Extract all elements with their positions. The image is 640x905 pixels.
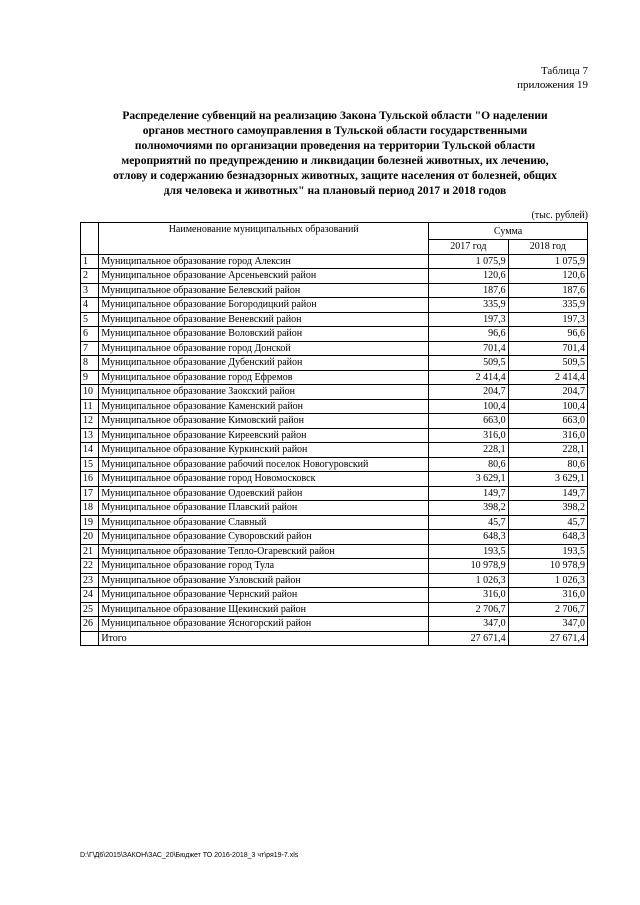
amount-2018: 398,2 [508, 501, 587, 516]
amount-2017: 509,5 [429, 356, 508, 371]
year-2018-header: 2018 год [508, 240, 587, 255]
table-row [81, 486, 588, 501]
amount-2017: 398,2 [429, 501, 508, 516]
municipality-name: Муниципальное образование Суворовский район [99, 530, 429, 545]
amount-2018: 3 629,1 [508, 472, 587, 487]
table-row [81, 544, 588, 559]
amount-2017: 149,7 [429, 486, 508, 501]
municipality-name: Муниципальное образование Славный [99, 515, 429, 530]
municipality-name: Муниципальное образование Заокский район [99, 385, 429, 400]
municipality-name: Муниципальное образование Куркинский район [99, 443, 429, 458]
row-number: 25 [81, 602, 99, 617]
row-number: 13 [81, 428, 99, 443]
row-number: 14 [81, 443, 99, 458]
amount-2018: 45,7 [508, 515, 587, 530]
municipality-name: Муниципальное образование город Донской [99, 341, 429, 356]
amount-2018: 187,6 [508, 283, 587, 298]
amount-2018: 1 075,9 [508, 254, 587, 269]
municipality-name: Муниципальное образование Дубенский район [99, 356, 429, 371]
table-row [81, 385, 588, 400]
number-column-header [81, 223, 99, 255]
amount-2017: 197,3 [429, 312, 508, 327]
amount-2018: 1 026,3 [508, 573, 587, 588]
amount-2018: 648,3 [508, 530, 587, 545]
row-number: 17 [81, 486, 99, 501]
table-row [81, 298, 588, 313]
table-row [81, 602, 588, 617]
amount-2018: 149,7 [508, 486, 587, 501]
row-number: 1 [81, 254, 99, 269]
title-line: мероприятий по предупреждению и ликвидации болезней животных, их лечению, [121, 155, 549, 167]
table-row [81, 501, 588, 516]
row-number: 11 [81, 399, 99, 414]
amount-2017: 10 978,9 [429, 559, 508, 574]
municipality-name: Муниципальное образование город Новомосковск [99, 472, 429, 487]
amount-2018: 316,0 [508, 588, 587, 603]
amount-2017: 2 706,7 [429, 602, 508, 617]
row-number: 12 [81, 414, 99, 429]
appendix-label: приложения 19 [517, 79, 588, 91]
amount-2017: 335,9 [429, 298, 508, 313]
municipality-name: Муниципальное образование город Ефремов [99, 370, 429, 385]
row-number: 6 [81, 327, 99, 342]
row-number: 19 [81, 515, 99, 530]
table-label: Таблица 7 [540, 65, 588, 77]
row-number: 26 [81, 617, 99, 632]
table-row [81, 457, 588, 472]
row-number: 4 [81, 298, 99, 313]
table-row [81, 530, 588, 545]
amount-2017: 2 414,4 [429, 370, 508, 385]
table-reference [517, 64, 588, 92]
amount-2018: 228,1 [508, 443, 587, 458]
amount-2018: 204,7 [508, 385, 587, 400]
amount-2018: 197,3 [508, 312, 587, 327]
table-row [81, 341, 588, 356]
total-2017: 27 671,4 [429, 631, 508, 646]
municipality-name: Муниципальное образование Одоевский район [99, 486, 429, 501]
row-number: 20 [81, 530, 99, 545]
amount-2018: 2 414,4 [508, 370, 587, 385]
row-number: 8 [81, 356, 99, 371]
table-row [81, 515, 588, 530]
table-row [81, 559, 588, 574]
municipality-name: Муниципальное образование Веневский район [99, 312, 429, 327]
amount-2017: 1 075,9 [429, 254, 508, 269]
table-row [81, 370, 588, 385]
amount-2018: 335,9 [508, 298, 587, 313]
title-line: Распределение субвенций на реализацию Закона Тульской области "О наделении [122, 110, 548, 122]
amount-2018: 96,6 [508, 327, 587, 342]
municipality-name: Муниципальное образование Кимовский район [99, 414, 429, 429]
row-number: 9 [81, 370, 99, 385]
amount-2018: 701,4 [508, 341, 587, 356]
sum-column-header: Сумма [429, 223, 588, 240]
municipality-name: Муниципальное образование Плавский район [99, 501, 429, 516]
amount-2017: 347,0 [429, 617, 508, 632]
table-row [81, 617, 588, 632]
title-line: органов местного самоуправления в Тульской области государственными [142, 125, 528, 137]
table-row [81, 356, 588, 371]
amount-2018: 120,6 [508, 269, 587, 284]
amount-2017: 193,5 [429, 544, 508, 559]
table-row [81, 443, 588, 458]
municipality-name: Муниципальное образование Тепло-Огаревский район [99, 544, 429, 559]
total-number [81, 631, 99, 646]
amount-2017: 100,4 [429, 399, 508, 414]
document-title [80, 109, 590, 199]
table-row [81, 327, 588, 342]
total-label: Итого [99, 631, 429, 646]
amount-2017: 3 629,1 [429, 472, 508, 487]
municipality-name: Муниципальное образование Ясногорский район [99, 617, 429, 632]
table-row [81, 588, 588, 603]
amount-2018: 347,0 [508, 617, 587, 632]
row-number: 21 [81, 544, 99, 559]
amount-2017: 316,0 [429, 428, 508, 443]
total-2018: 27 671,4 [508, 631, 587, 646]
row-number: 18 [81, 501, 99, 516]
amount-2017: 120,6 [429, 269, 508, 284]
municipality-name: Муниципальное образование Каменский район [99, 399, 429, 414]
row-number: 5 [81, 312, 99, 327]
table-row [81, 573, 588, 588]
table-row [81, 399, 588, 414]
municipality-name: Муниципальное образование город Тула [99, 559, 429, 574]
municipality-name: Муниципальное образование Щекинский район [99, 602, 429, 617]
amount-2017: 96,6 [429, 327, 508, 342]
row-number: 22 [81, 559, 99, 574]
amount-2017: 228,1 [429, 443, 508, 458]
year-2017-header: 2017 год [429, 240, 508, 255]
subvention-table [80, 222, 588, 646]
municipality-name: Муниципальное образование Воловский район [99, 327, 429, 342]
amount-2017: 701,4 [429, 341, 508, 356]
title-line: отлову и содержанию безнадзорных животных, защите населения от болезней, общих [113, 170, 557, 182]
row-number: 23 [81, 573, 99, 588]
row-number: 7 [81, 341, 99, 356]
amount-2018: 2 706,7 [508, 602, 587, 617]
row-number: 2 [81, 269, 99, 284]
amount-2017: 204,7 [429, 385, 508, 400]
municipality-name: Муниципальное образование рабочий поселок Новогуровский [99, 457, 429, 472]
amount-2017: 187,6 [429, 283, 508, 298]
amount-2017: 648,3 [429, 530, 508, 545]
amount-2018: 316,0 [508, 428, 587, 443]
municipality-name: Муниципальное образование Арсеньевский район [99, 269, 429, 284]
file-path: D:\Г\Д6\2015\ЗАКОН\ЗАС_20\Бюджет ТО 2016-2018_3 чт\ря19-7.xls [80, 852, 299, 859]
municipality-name: Муниципальное образование Богородицкий район [99, 298, 429, 313]
municipality-name: Муниципальное образование Узловский район [99, 573, 429, 588]
municipality-name: Муниципальное образование Чернский район [99, 588, 429, 603]
amount-2017: 663,0 [429, 414, 508, 429]
table-row [81, 312, 588, 327]
title-line: полномочиями по организации проведения на территории Тульской области [134, 140, 536, 152]
table-row [81, 269, 588, 284]
municipality-name: Муниципальное образование город Алексин [99, 254, 429, 269]
table-row [81, 254, 588, 269]
row-number: 15 [81, 457, 99, 472]
table-row [81, 472, 588, 487]
amount-2018: 193,5 [508, 544, 587, 559]
amount-2018: 100,4 [508, 399, 587, 414]
table-row [81, 283, 588, 298]
title-line: для человека и животных" на плановый период 2017 и 2018 годов [163, 185, 507, 197]
amount-2017: 1 026,3 [429, 573, 508, 588]
total-row [81, 631, 588, 646]
table-row [81, 414, 588, 429]
name-column-header: Наименование муниципальных образований [99, 223, 429, 255]
amount-2017: 316,0 [429, 588, 508, 603]
row-number: 16 [81, 472, 99, 487]
table-row [81, 428, 588, 443]
amount-2018: 10 978,9 [508, 559, 587, 574]
amount-2018: 663,0 [508, 414, 587, 429]
amount-2017: 80,6 [429, 457, 508, 472]
amount-2018: 80,6 [508, 457, 587, 472]
municipality-name: Муниципальное образование Киреевский район [99, 428, 429, 443]
row-number: 10 [81, 385, 99, 400]
units-label: (тыс. рублей) [531, 210, 588, 221]
row-number: 24 [81, 588, 99, 603]
amount-2018: 509,5 [508, 356, 587, 371]
row-number: 3 [81, 283, 99, 298]
municipality-name: Муниципальное образование Белевский район [99, 283, 429, 298]
amount-2017: 45,7 [429, 515, 508, 530]
